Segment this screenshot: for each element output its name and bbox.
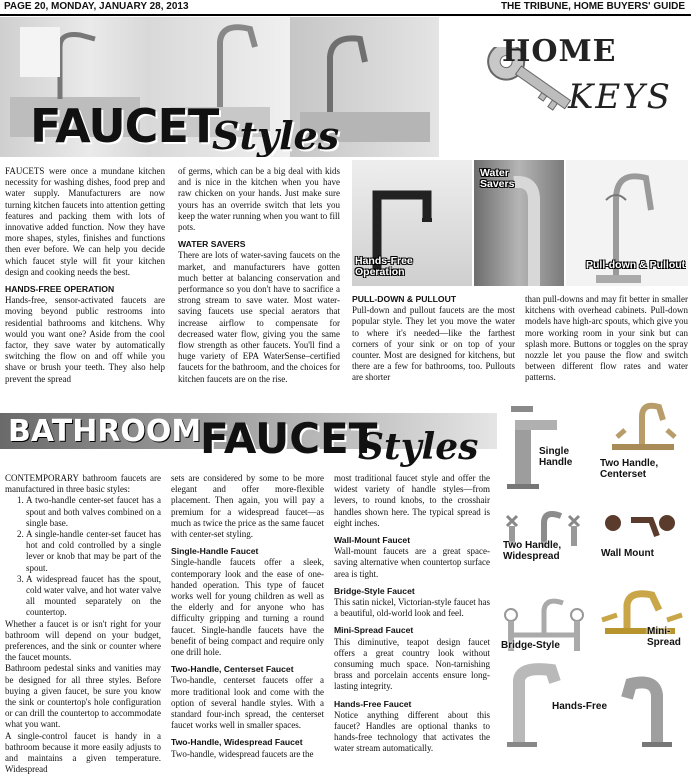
article-column-3 xyxy=(352,294,515,384)
paragraph: of germs, which can be a big deal with kids and is nice in the kitchen when you have raw chicken on your hands. Just make sure yours has an override switch that lets you keep the water running when you want to fill pots. xyxy=(178,166,340,233)
paragraph: CONTEMPORARY bathroom faucets are manufactured in three basic styles: xyxy=(5,473,161,495)
article-column-1 xyxy=(5,166,165,385)
bathroom-script-title: Styles xyxy=(358,426,479,468)
subheading-wall-mount: Wall-Mount Faucet xyxy=(334,535,411,546)
logo-keys: KEYS xyxy=(568,77,672,117)
centerset-faucet-image xyxy=(597,392,687,452)
paragraph: Pull-down and pullout faucets are the most popular style. They let you move the water to where it's needed—like the farthest corners of your sink or on top of your counter. Most are designed for kitchens, but there are a few for bathrooms, too. Pullouts are shorter xyxy=(352,305,515,383)
faucet-title-script: Styles xyxy=(212,113,340,157)
publication-name: THE TRIBUNE, HOME BUYERS' GUIDE xyxy=(500,1,685,12)
paragraph: This diminutive, teapot design faucet offers a great country look without consuming much space. Non-tarnishing brass and porcelain accents ensure long-lasting integrity. xyxy=(334,636,490,692)
subheading-hands-free: Hands-Free Faucet xyxy=(334,698,412,709)
label-hands-free: Hands-Free xyxy=(552,701,608,712)
page-folio: PAGE 20, MONDAY, JANUARY 28, 2013 xyxy=(4,1,189,12)
bathroom-faucet-title: FAUCET xyxy=(200,414,378,463)
caption-water-savers: Water Savers xyxy=(480,167,515,190)
page-header xyxy=(0,0,691,14)
paragraph: Notice anything different about this faucet? Handles are optional thanks to hands-free technology that activates the water stream automatically. xyxy=(334,709,490,754)
paragraph: This satin nickel, Victorian-style faucet has a beautiful, old-world look and feel. xyxy=(334,597,490,619)
faucet-style-list xyxy=(5,495,161,618)
subheading-mini-spread: Mini-Spread Faucet xyxy=(334,625,414,636)
label-bridge-style: Bridge-Style xyxy=(501,640,560,651)
section-heading-pull-down: PULL-DOWN & PULLOUT xyxy=(352,294,457,304)
header-rule xyxy=(0,14,691,16)
list-item: 2. A single-handle center-set faucet has hot and cold controlled by a single lever or knob that may be part of the spout. xyxy=(26,529,161,574)
label-two-handle-widespread: Two Handle, Widespread xyxy=(503,540,562,562)
list-item: 3. A widespread faucet has the spout, cold water valve, and hot water valve all mounted separately on the countertop. xyxy=(26,574,161,619)
faucet-styles-banner xyxy=(0,17,439,157)
home-keys-logo xyxy=(440,17,691,157)
caption-pull-down: Pull-down & Pullout xyxy=(586,259,686,271)
single-handle-faucet-image xyxy=(503,400,563,490)
paragraph: Whether a faucet is or isn't right for your bathroom will depend on your budget, preferences, and the sink or counter where the faucet mounts. xyxy=(5,618,161,663)
paragraph: sets are considered by some to be more elegant and offer more-flexible placement. Then again, you will pay a premium for a widespread faucet—as much as twice the price as the same faucet with center-set styling. xyxy=(171,473,324,540)
section-heading-hands-free: HANDS-FREE OPERATION xyxy=(5,284,115,295)
subheading-single-handle: Single-Handle Faucet xyxy=(171,546,259,557)
faucet-gallery xyxy=(497,390,691,751)
subheading-bridge-style: Bridge-Style Faucet xyxy=(334,585,415,596)
wall-mount-faucet-image xyxy=(601,508,681,548)
subheading-centerset: Two-Handle, Centerset Faucet xyxy=(171,664,294,675)
bathroom-column-2 xyxy=(171,473,324,760)
hands-free-faucet-image-2 xyxy=(617,670,689,748)
article-column-2 xyxy=(178,166,340,385)
bathroom-column-1 xyxy=(5,473,161,775)
paragraph: Hands-free, sensor-activated faucets are moving beyond public restrooms into residential bathrooms and kitchens. Why would you want one? Aside from the cool factor, they save water by automatically switching the flow on and off while you shave or brush your teeth. They also help prevent the spread xyxy=(5,295,165,384)
faucet-title-main: FAUCET xyxy=(30,99,219,153)
photo-water-savers xyxy=(474,160,564,286)
label-wall-mount: Wall Mount xyxy=(601,548,654,559)
label-single-handle: Single Handle xyxy=(539,446,573,468)
label-two-handle-centerset: Two Handle, Centerset xyxy=(600,458,659,480)
logo-home: HOME xyxy=(502,34,617,69)
photo-pull-down xyxy=(566,160,688,286)
bathroom-column-3 xyxy=(334,473,490,755)
subheading-widespread: Two-Handle, Widespread Faucet xyxy=(171,737,303,748)
article-intro: FAUCETS were once a mundane kitchen necessity for washing dishes, food prep and water supply. Manufacturers are now turning kitchen faucets into attention getting features and packing them with lots of innovative added function. Now they have more shapes, styles, finishes and functions then ever before. We can help you decide which faucet style will fit your kitchen design and cooking needs the best. xyxy=(5,166,165,277)
photo-hands-free-operation xyxy=(352,160,472,286)
article-column-4 xyxy=(525,294,688,384)
paragraph: Single-handle faucets offer a sleek, contemporary look and the ease of one-handed operation. This type of faucet works well for young children as well as the elderly and for anyone who has difficulty gripping and turning a round faucet. Single-handle faucets have the benefit of being compact and require only one drill hole. xyxy=(171,557,324,658)
section-heading-water-savers: WATER SAVERS xyxy=(178,239,246,250)
paragraph: than pull-downs and may fit better in smaller kitchens with overhead cabinets. Pull-down models have high-arc spouts, which give you more working room in your sink but can splash more. Buttons or toggles on the spray nozzle let you pause the flow and switch between different flow rates and water patterns. xyxy=(525,294,688,383)
paragraph: There are lots of water-saving faucets on the market, and manufacturers have gotten much better at balancing conservation and performance so you don't have to sacrifice a strong stream to save water. Most water-saving faucets use special aerators that increase airflow to compensate for decreased water flow, giving you the same flow strength as other faucets. You'll find a huge variety of EPA WaterSense–certified faucets for the bathroom, and the choices for kitchen faucets are on the rise. xyxy=(178,250,340,384)
paragraph: most traditional faucet style and offer the widest variety of handle styles—from levers, to round knobs, to the crosshair handles shown here. The typical spread is eight inches. xyxy=(334,473,490,528)
label-mini-spread: Mini-Spread xyxy=(647,626,681,648)
paragraph: Wall-mount faucets are a great space-saving alternative when countertop surface area is tight. xyxy=(334,546,490,579)
paragraph: Two-handle, widespread faucets are the xyxy=(171,748,314,759)
bathroom-title: BATHROOM xyxy=(8,414,202,449)
paragraph: A single-control faucet is handy in a bathroom because it more easily adjusts to and maintains a given temperature. Widespread xyxy=(5,730,161,775)
paragraph: Two-handle, centerset faucets offer a more traditional look and come with the option of several handle styles. With a standard four-inch spread, the centerset faucet works well in smaller spaces. xyxy=(171,675,324,731)
paragraph: Bathroom pedestal sinks and vanities may be designed for all three styles. Before buying a given faucet, be sure you know the sink or countertop's hole configuration or can drill the countertop to accommodate what you want. xyxy=(5,663,161,730)
list-item: 1. A two-handle center-set faucet has a spout and both valves combined on a single base. xyxy=(26,495,161,529)
caption-hands-free: Hands-Free Operation xyxy=(355,255,413,278)
